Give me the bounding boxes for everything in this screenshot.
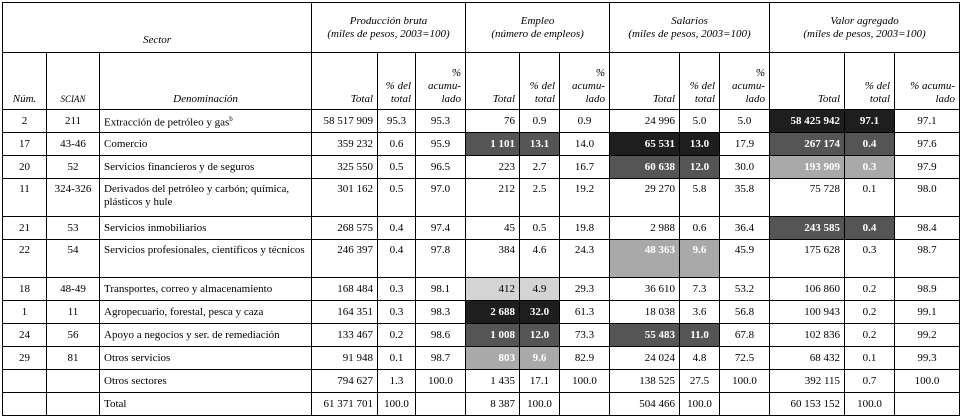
empleo-total: 76 <box>466 110 520 133</box>
produccion-total: 359 232 <box>312 133 378 156</box>
produccion-pct-total: 95.3 <box>378 110 416 133</box>
row-num: 21 <box>3 217 47 240</box>
empleo-pct-acum: 100.0 <box>560 370 610 393</box>
empleo-pct-acum: 29.3 <box>560 278 610 301</box>
produccion-total-header: Total <box>312 53 378 110</box>
salarios-total: 138 525 <box>610 370 680 393</box>
row-denominacion: Transportes, correo y almacenamiento <box>100 278 312 301</box>
salarios-total: 2 988 <box>610 217 680 240</box>
produccion-pct-acum: 98.6 <box>416 324 466 347</box>
row-num: 17 <box>3 133 47 156</box>
salarios-pct-acum-header: % acumu-lado <box>720 53 770 110</box>
salarios-pct-acum: 53.2 <box>720 278 770 301</box>
valor-agregado-pct-acum-header: % acumu-lado <box>895 53 960 110</box>
empleo-pct-acum: 82.9 <box>560 347 610 370</box>
denominacion-header: Denominación <box>100 53 312 110</box>
empleo-pct-total: 0.5 <box>520 217 560 240</box>
produccion-pct-total: 0.5 <box>378 156 416 179</box>
valor-agregado-pct-total: 0.2 <box>845 301 895 324</box>
row-denominacion: Servicios inmobiliarios <box>100 217 312 240</box>
valor-agregado-total: 243 585 <box>770 217 845 240</box>
produccion-pct-total: 0.4 <box>378 240 416 278</box>
table-row <box>3 393 960 416</box>
row-scian: 324-326 <box>47 179 100 217</box>
empleo-total: 803 <box>466 347 520 370</box>
valor-agregado-pct-total: 0.4 <box>845 217 895 240</box>
salarios-pct-total: 13.0 <box>680 133 720 156</box>
valor-agregado-total: 58 425 942 <box>770 110 845 133</box>
valor-agregado-pct-acum: 98.7 <box>895 240 960 278</box>
salarios-pct-acum: 45.9 <box>720 240 770 278</box>
empleo-total: 45 <box>466 217 520 240</box>
valor-agregado-pct-total: 0.3 <box>845 240 895 278</box>
produccion-pct-acum: 98.7 <box>416 347 466 370</box>
produccion-total: 246 397 <box>312 240 378 278</box>
salarios-total: 24 024 <box>610 347 680 370</box>
produccion-pct-total: 0.3 <box>378 301 416 324</box>
salarios-pct-total: 27.5 <box>680 370 720 393</box>
group-header-produccion: Producción bruta (miles de pesos, 2003=100) <box>312 3 466 53</box>
salarios-pct-total: 7.3 <box>680 278 720 301</box>
table-row <box>3 110 960 133</box>
empleo-pct-acum: 24.3 <box>560 240 610 278</box>
table-row <box>3 156 960 179</box>
table-row <box>3 347 960 370</box>
table-row <box>3 278 960 301</box>
empleo-pct-total: 4.9 <box>520 278 560 301</box>
valor-agregado-pct-acum: 98.9 <box>895 278 960 301</box>
valor-agregado-total: 175 628 <box>770 240 845 278</box>
row-scian: 43-46 <box>47 133 100 156</box>
salarios-pct-total: 100.0 <box>680 393 720 416</box>
valor-agregado-pct-total: 0.4 <box>845 133 895 156</box>
produccion-pct-acum: 97.4 <box>416 217 466 240</box>
header-group-row <box>3 3 960 53</box>
produccion-total: 91 948 <box>312 347 378 370</box>
denominacion-text: Extracción de petróleo y gas <box>104 116 230 129</box>
row-num: 24 <box>3 324 47 347</box>
valor-agregado-pct-acum <box>895 393 960 416</box>
empleo-pct-total: 17.1 <box>520 370 560 393</box>
produccion-pct-acum <box>416 393 466 416</box>
produccion-pct-total: 0.2 <box>378 324 416 347</box>
salarios-pct-total-header: % del total <box>680 53 720 110</box>
empleo-pct-acum-header: % acumu-lado <box>560 53 610 110</box>
produccion-total: 268 575 <box>312 217 378 240</box>
produccion-pct-total: 0.1 <box>378 347 416 370</box>
salarios-pct-acum: 36.4 <box>720 217 770 240</box>
empleo-pct-acum: 14.0 <box>560 133 610 156</box>
produccion-pct-total: 0.3 <box>378 278 416 301</box>
produccion-pct-total: 1.3 <box>378 370 416 393</box>
salarios-pct-total: 5.8 <box>680 179 720 217</box>
row-denominacion: Agropecuario, forestal, pesca y caza <box>100 301 312 324</box>
row-denominacion: Otros sectores <box>100 370 312 393</box>
salarios-pct-acum: 17.9 <box>720 133 770 156</box>
row-scian <box>47 393 100 416</box>
produccion-total: 164 351 <box>312 301 378 324</box>
salarios-total: 29 270 <box>610 179 680 217</box>
row-scian: 54 <box>47 240 100 278</box>
salarios-total: 55 483 <box>610 324 680 347</box>
empleo-pct-total: 9.6 <box>520 347 560 370</box>
valor-agregado-total: 392 115 <box>770 370 845 393</box>
empleo-pct-total: 13.1 <box>520 133 560 156</box>
empleo-total: 412 <box>466 278 520 301</box>
valor-agregado-pct-total: 0.1 <box>845 179 895 217</box>
empleo-pct-acum: 19.8 <box>560 217 610 240</box>
row-denominacion: Servicios profesionales, científicos y técnicos <box>100 240 312 278</box>
empleo-pct-total: 32.0 <box>520 301 560 324</box>
row-denominacion: Apoyo a negocios y ser. de remediación <box>100 324 312 347</box>
produccion-total: 168 484 <box>312 278 378 301</box>
produccion-total: 58 517 909 <box>312 110 378 133</box>
produccion-pct-acum: 98.3 <box>416 301 466 324</box>
produccion-pct-acum: 98.1 <box>416 278 466 301</box>
valor-agregado-pct-total: 0.3 <box>845 156 895 179</box>
empleo-total: 1 435 <box>466 370 520 393</box>
row-num: 29 <box>3 347 47 370</box>
valor-agregado-pct-acum: 97.6 <box>895 133 960 156</box>
salarios-pct-acum: 67.8 <box>720 324 770 347</box>
valor-agregado-total: 267 174 <box>770 133 845 156</box>
row-scian: 56 <box>47 324 100 347</box>
valor-agregado-pct-total: 100.0 <box>845 393 895 416</box>
empleo-total: 2 688 <box>466 301 520 324</box>
produccion-pct-acum-header: % acumu-lado <box>416 53 466 110</box>
group-header-empleo: Empleo (número de empleos) <box>466 3 610 53</box>
empleo-total: 8 387 <box>466 393 520 416</box>
row-scian: 48-49 <box>47 278 100 301</box>
num-header: Núm. <box>3 53 47 110</box>
salarios-pct-acum: 56.8 <box>720 301 770 324</box>
empleo-pct-acum: 73.3 <box>560 324 610 347</box>
salarios-pct-acum: 30.0 <box>720 156 770 179</box>
empleo-pct-total-header: % del total <box>520 53 560 110</box>
valor-agregado-pct-total-header: % del total <box>845 53 895 110</box>
empleo-pct-total: 2.5 <box>520 179 560 217</box>
produccion-pct-acum: 97.8 <box>416 240 466 278</box>
salarios-total: 504 466 <box>610 393 680 416</box>
row-scian <box>47 370 100 393</box>
row-denominacion <box>100 110 312 133</box>
produccion-pct-acum: 95.3 <box>416 110 466 133</box>
empleo-total: 1 008 <box>466 324 520 347</box>
valor-agregado-total: 106 860 <box>770 278 845 301</box>
produccion-total: 61 371 701 <box>312 393 378 416</box>
table-row <box>3 240 960 278</box>
salarios-pct-total: 3.6 <box>680 301 720 324</box>
footnote-mark: b <box>229 114 233 123</box>
empleo-pct-total: 100.0 <box>520 393 560 416</box>
group-header-salarios: Salarios (miles de pesos, 2003=100) <box>610 3 770 53</box>
salarios-pct-acum: 5.0 <box>720 110 770 133</box>
salarios-total: 48 363 <box>610 240 680 278</box>
produccion-pct-total: 0.4 <box>378 217 416 240</box>
salarios-total-header: Total <box>610 53 680 110</box>
empleo-pct-acum: 61.3 <box>560 301 610 324</box>
produccion-pct-acum: 96.5 <box>416 156 466 179</box>
row-scian: 81 <box>47 347 100 370</box>
valor-agregado-pct-total: 0.1 <box>845 347 895 370</box>
salarios-pct-acum: 35.8 <box>720 179 770 217</box>
salarios-pct-acum: 72.5 <box>720 347 770 370</box>
valor-agregado-total-header: Total <box>770 53 845 110</box>
sector-table <box>2 2 960 416</box>
produccion-pct-total: 0.5 <box>378 179 416 217</box>
table-row <box>3 179 960 217</box>
valor-agregado-pct-total: 97.1 <box>845 110 895 133</box>
produccion-total: 133 467 <box>312 324 378 347</box>
empleo-total-header: Total <box>466 53 520 110</box>
valor-agregado-pct-acum: 97.9 <box>895 156 960 179</box>
valor-agregado-total: 60 153 152 <box>770 393 845 416</box>
empleo-total: 384 <box>466 240 520 278</box>
empleo-total: 223 <box>466 156 520 179</box>
empleo-pct-acum: 0.9 <box>560 110 610 133</box>
group-header-valor-agregado: Valor agregado (miles de pesos, 2003=100) <box>770 3 960 53</box>
row-denominacion: Servicios financieros y de seguros <box>100 156 312 179</box>
row-num: 1 <box>3 301 47 324</box>
valor-agregado-total: 193 909 <box>770 156 845 179</box>
salarios-total: 24 996 <box>610 110 680 133</box>
salarios-total: 18 038 <box>610 301 680 324</box>
row-num <box>3 370 47 393</box>
table-row <box>3 301 960 324</box>
produccion-pct-total-header: % del total <box>378 53 416 110</box>
row-denominacion: Comercio <box>100 133 312 156</box>
table-row <box>3 324 960 347</box>
empleo-pct-total: 4.6 <box>520 240 560 278</box>
valor-agregado-pct-acum: 97.1 <box>895 110 960 133</box>
scian-header: SCIAN <box>47 53 100 110</box>
empleo-total: 1 101 <box>466 133 520 156</box>
valor-agregado-pct-acum: 99.3 <box>895 347 960 370</box>
row-num: 22 <box>3 240 47 278</box>
produccion-pct-total: 100.0 <box>378 393 416 416</box>
row-num <box>3 393 47 416</box>
table-row <box>3 217 960 240</box>
produccion-pct-acum: 95.9 <box>416 133 466 156</box>
produccion-pct-acum: 100.0 <box>416 370 466 393</box>
row-num: 20 <box>3 156 47 179</box>
empleo-pct-total: 0.9 <box>520 110 560 133</box>
table-body <box>3 110 960 416</box>
valor-agregado-pct-acum: 98.4 <box>895 217 960 240</box>
salarios-pct-total: 4.8 <box>680 347 720 370</box>
empleo-pct-total: 12.0 <box>520 324 560 347</box>
produccion-pct-acum: 97.0 <box>416 179 466 217</box>
empleo-pct-acum <box>560 393 610 416</box>
salarios-pct-total: 5.0 <box>680 110 720 133</box>
table-row <box>3 370 960 393</box>
salarios-pct-acum: 100.0 <box>720 370 770 393</box>
salarios-pct-total: 9.6 <box>680 240 720 278</box>
valor-agregado-total: 68 432 <box>770 347 845 370</box>
row-scian: 211 <box>47 110 100 133</box>
valor-agregado-pct-total: 0.2 <box>845 324 895 347</box>
valor-agregado-total: 75 728 <box>770 179 845 217</box>
produccion-total: 301 162 <box>312 179 378 217</box>
row-num: 11 <box>3 179 47 217</box>
table-row <box>3 133 960 156</box>
valor-agregado-total: 102 836 <box>770 324 845 347</box>
row-num: 2 <box>3 110 47 133</box>
valor-agregado-pct-total: 0.7 <box>845 370 895 393</box>
valor-agregado-pct-total: 0.2 <box>845 278 895 301</box>
empleo-total: 212 <box>466 179 520 217</box>
row-denominacion: Otros servicios <box>100 347 312 370</box>
empleo-pct-acum: 19.2 <box>560 179 610 217</box>
valor-agregado-pct-acum: 99.2 <box>895 324 960 347</box>
row-denominacion: Derivados del petróleo y carbón; química, plásticos y hule <box>100 179 312 217</box>
row-scian: 53 <box>47 217 100 240</box>
valor-agregado-pct-acum: 98.0 <box>895 179 960 217</box>
salarios-total: 36 610 <box>610 278 680 301</box>
sector-header: Sector <box>3 3 312 53</box>
row-num: 18 <box>3 278 47 301</box>
salarios-total: 65 531 <box>610 133 680 156</box>
produccion-pct-total: 0.6 <box>378 133 416 156</box>
valor-agregado-pct-acum: 99.1 <box>895 301 960 324</box>
produccion-total: 325 550 <box>312 156 378 179</box>
valor-agregado-total: 100 943 <box>770 301 845 324</box>
salarios-pct-total: 12.0 <box>680 156 720 179</box>
salarios-pct-acum <box>720 393 770 416</box>
row-denominacion: Total <box>100 393 312 416</box>
row-scian: 52 <box>47 156 100 179</box>
produccion-total: 794 627 <box>312 370 378 393</box>
salarios-pct-total: 11.0 <box>680 324 720 347</box>
empleo-pct-total: 2.7 <box>520 156 560 179</box>
valor-agregado-pct-acum: 100.0 <box>895 370 960 393</box>
salarios-pct-total: 0.6 <box>680 217 720 240</box>
header-sub-row <box>3 53 960 110</box>
row-scian: 11 <box>47 301 100 324</box>
empleo-pct-acum: 16.7 <box>560 156 610 179</box>
salarios-total: 60 638 <box>610 156 680 179</box>
